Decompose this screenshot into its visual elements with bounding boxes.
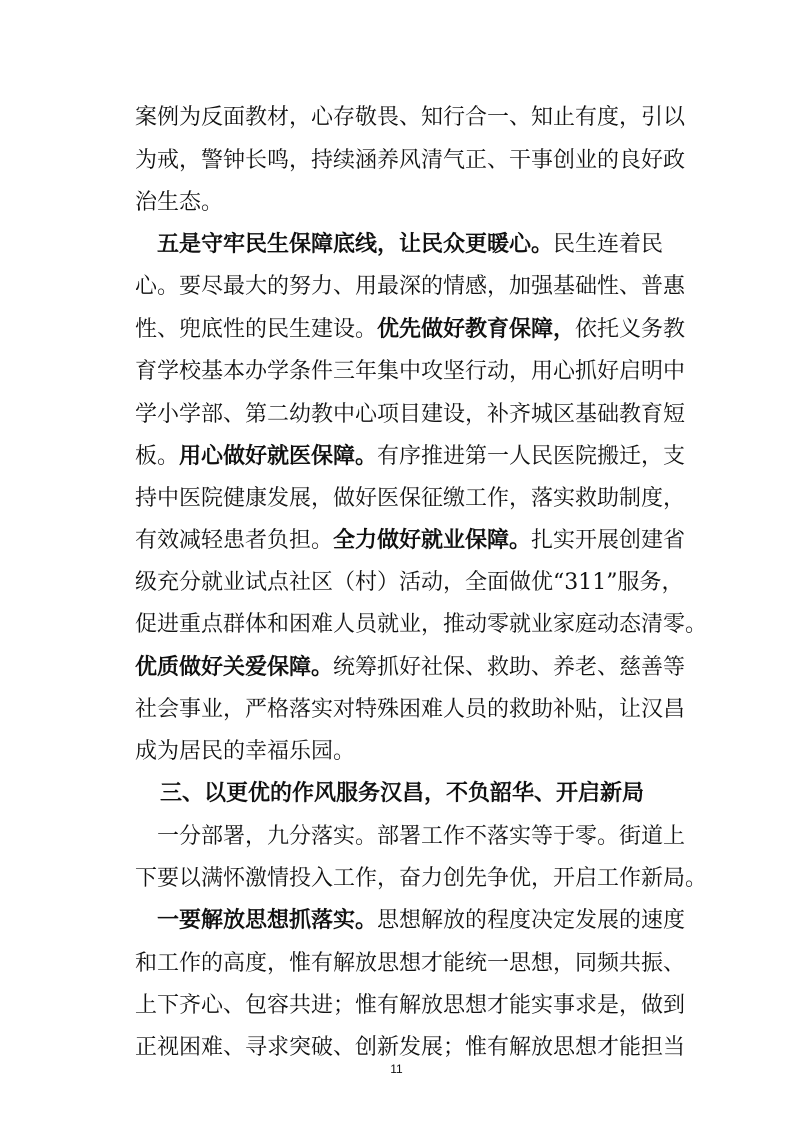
- text-line-12: [135, 569, 684, 597]
- text-line-16: [135, 738, 355, 766]
- text: 上下齐心、包容共进；惟有解放思想才能实事求是，做到: [135, 993, 686, 1018]
- text-line-2: [135, 147, 685, 175]
- text: 下要以满怀激情投入工作，奋力创先争优，开启工作新局。: [135, 866, 708, 891]
- text: 一分部署，九分落实。部署工作不落实等于零。街道上: [157, 824, 686, 849]
- text-line-4: [157, 231, 663, 259]
- text-line-14: [135, 654, 685, 682]
- text: 扎实开展创建省: [531, 528, 686, 553]
- page-number: 11: [390, 1062, 403, 1076]
- text: 依托义务教: [575, 317, 686, 342]
- text: 学小学部、第二幼教中心项目建设，补齐城区基础教育短: [135, 402, 686, 427]
- text-line-1: [135, 104, 685, 132]
- text-line-6: [135, 316, 685, 344]
- text: 思想解放的程度决定发展的速度: [377, 908, 686, 933]
- text: 民生连着民: [553, 232, 664, 257]
- text: 为戒，警钟长鸣，持续涵养风清气正、干事创业的良好政: [135, 148, 686, 173]
- text: 有效减轻患者负担。: [135, 528, 334, 553]
- text-line-23: [135, 1034, 685, 1062]
- text: 社会事业，严格落实对特殊困难人员的救助补贴，让汉昌: [135, 697, 686, 722]
- text-line-11: [135, 527, 685, 555]
- text-line-18: [157, 823, 685, 851]
- section-lead: 一要解放思想抓落实。: [157, 908, 378, 933]
- text-line-3: [135, 189, 223, 217]
- text: 正视困难、寻求突破、创新发展；惟有解放思想才能担当: [135, 1035, 686, 1060]
- section-lead: 五是守牢民生保障底线，让民众更暖心。: [157, 232, 554, 257]
- text: 案例为反面教材，心存敬畏、知行合一、知止有度，引以: [135, 105, 686, 130]
- text-line-15: [135, 696, 685, 724]
- text: 持中医院健康发展，做好医保征缴工作，落实救助制度，: [135, 486, 686, 511]
- text: 有序推进第一人民医院搬迁，支: [377, 444, 686, 469]
- text-line-5: [135, 273, 685, 301]
- text: 心。要尽最大的努力、用最深的情感，加强基础性、普惠: [135, 274, 686, 299]
- emphasis: 优先做好教育保障，: [377, 317, 576, 342]
- text: 性、兜底性的民生建设。: [135, 317, 378, 342]
- text-line-20: [157, 907, 685, 935]
- text: 统筹抓好社保、救助、养老、慈善等: [333, 655, 686, 680]
- text: 和工作的高度，惟有解放思想才能统一思想，同频共振、: [135, 951, 686, 976]
- section-heading: 三、以更优的作风服务汉昌，不负韶华、开启新局: [160, 781, 645, 806]
- emphasis: 用心做好就医保障。: [179, 444, 378, 469]
- text: 育学校基本办学条件三年集中攻坚行动，用心抓好启明中: [135, 359, 686, 384]
- text: 成为居民的幸福乐园。: [135, 739, 356, 764]
- text-line-22: [135, 992, 685, 1020]
- text: 促进重点群体和困难人员就业，推动零就业家庭动态清零。: [135, 612, 708, 637]
- text-line-21: [135, 950, 685, 978]
- text-line-10: [135, 485, 685, 513]
- text-line-19: [135, 865, 707, 893]
- text-line-8: [135, 401, 685, 429]
- text-line-9: [135, 443, 685, 471]
- text: 级充分就业试点社区（村）活动，全面做优“311”服务，: [135, 570, 684, 595]
- emphasis: 优质做好关爱保障。: [135, 655, 334, 680]
- text-line-7: [135, 358, 685, 386]
- text: 治生态。: [135, 190, 224, 215]
- text-line-13: [135, 611, 707, 639]
- text: 板。: [135, 444, 180, 469]
- emphasis: 全力做好就业保障。: [333, 528, 532, 553]
